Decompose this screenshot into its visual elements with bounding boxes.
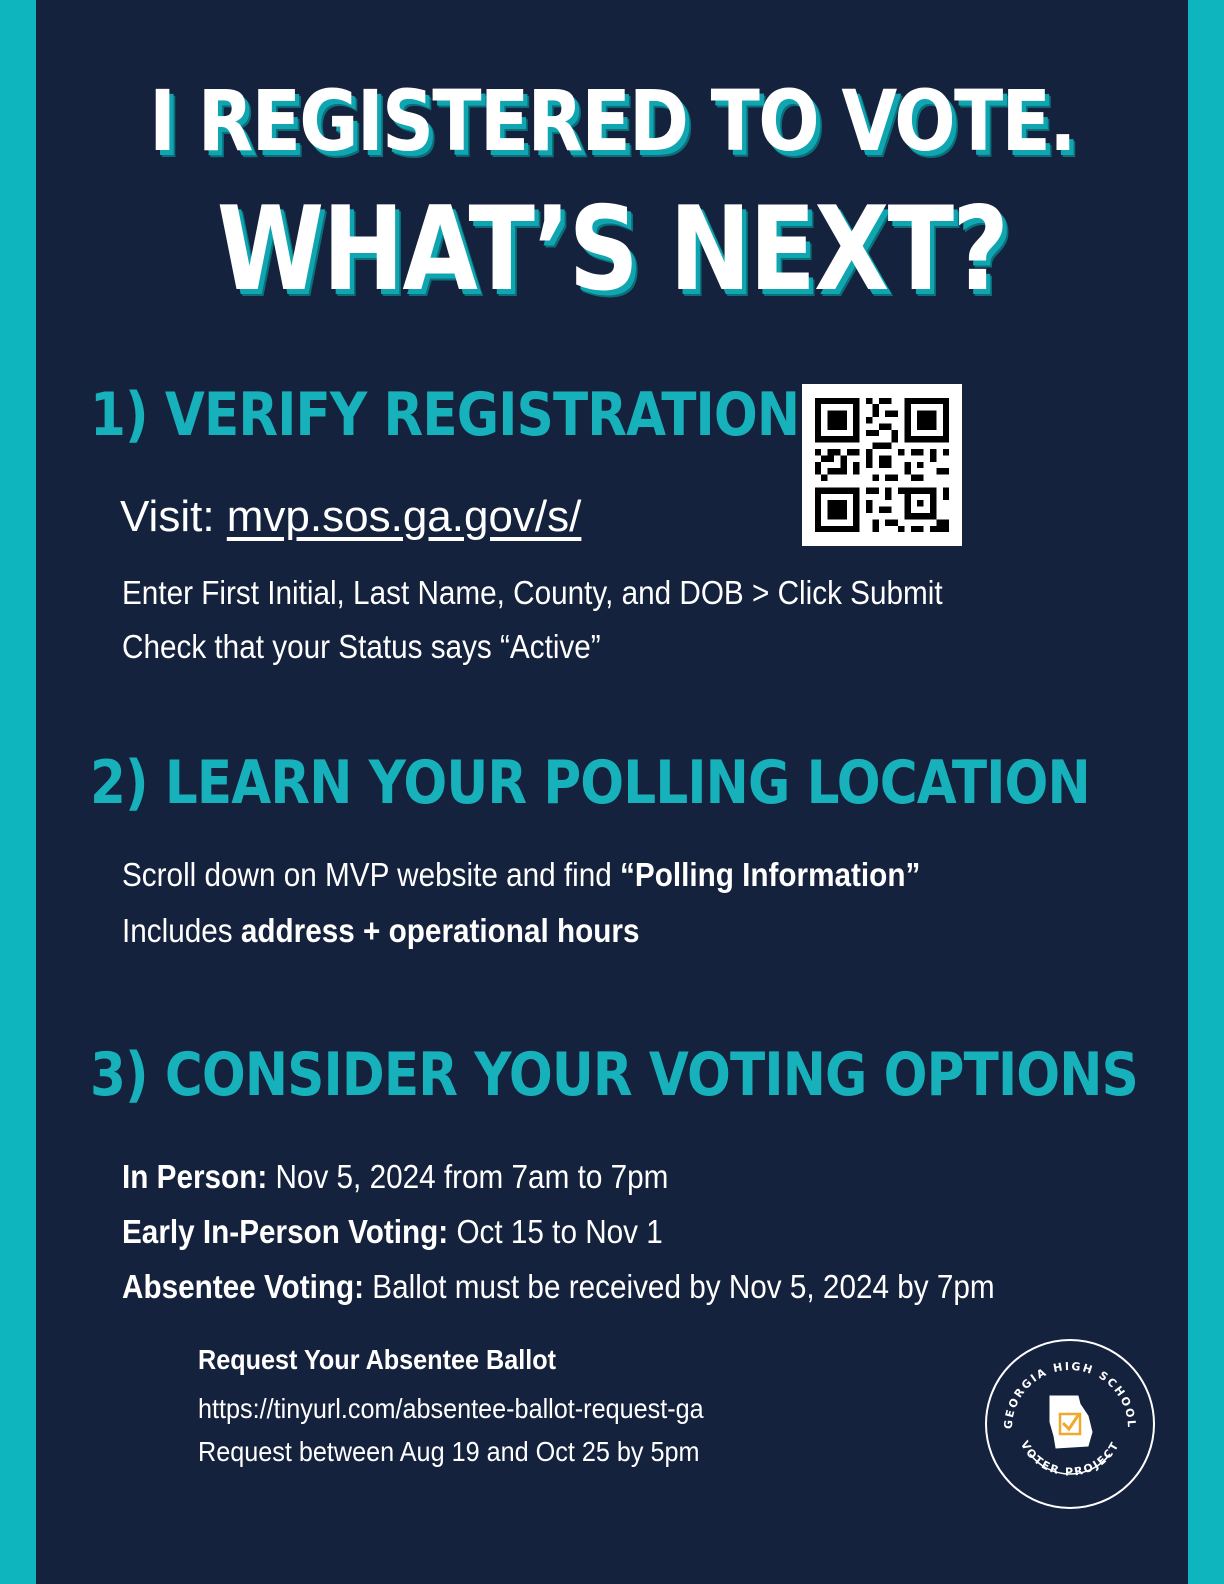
qr-code-icon xyxy=(802,384,962,546)
step2-line1-bold: “Polling Information” xyxy=(620,856,921,893)
option-label: Early In-Person Voting: xyxy=(122,1213,449,1250)
step2-instruction-2 xyxy=(122,912,639,950)
logo-top-text: GEORGIA HIGH SCHOOL xyxy=(1001,1359,1139,1430)
visit-label: Visit: xyxy=(120,492,227,541)
step2-line1-text: Scroll down on MVP website and find xyxy=(122,856,621,893)
logo-bottom-text: VOTER PROJECT xyxy=(1017,1438,1123,1479)
headline-line-2: WHAT’S NEXT? xyxy=(216,182,1008,317)
option-value: Nov 5, 2024 from 7am to 7pm xyxy=(267,1158,669,1195)
absentee-url[interactable]: https://tinyurl.com/absentee-ballot-request-ga xyxy=(198,1393,704,1424)
absentee-window: Request between Aug 19 and Oct 25 by 5pm xyxy=(198,1436,700,1467)
step3-title: 3) CONSIDER YOUR VOTING OPTIONS xyxy=(90,1040,1138,1110)
option-value: Oct 15 to Nov 1 xyxy=(448,1213,663,1250)
step2-title: 2) LEARN YOUR POLLING LOCATION xyxy=(90,748,1090,818)
option-in-person xyxy=(122,1158,668,1196)
step1-title: 1) VERIFY REGISTRATION xyxy=(90,380,800,450)
option-label: Absentee Voting: xyxy=(122,1268,365,1305)
step2-line2-text: Includes xyxy=(122,912,241,949)
option-label: In Person: xyxy=(122,1158,268,1195)
option-value: Ballot must be received by Nov 5, 2024 by 7pm xyxy=(364,1268,995,1305)
step1-instruction-2: Check that your Status says “Active” xyxy=(122,628,601,665)
voter-project-logo xyxy=(982,1336,1158,1512)
visit-line xyxy=(120,492,581,542)
absentee-heading: Request Your Absentee Ballot xyxy=(198,1344,557,1375)
mvp-link[interactable]: mvp.sos.ga.gov/s/ xyxy=(226,492,582,541)
headline-line-1: I REGISTERED TO VOTE. xyxy=(149,72,1075,170)
georgia-state-checkbox-icon xyxy=(1050,1396,1092,1448)
option-absentee xyxy=(122,1268,995,1306)
step2-line2-bold: address + operational hours xyxy=(240,912,640,949)
step2-instruction-1 xyxy=(122,856,920,894)
flyer-page xyxy=(36,0,1188,1584)
step1-instruction-1: Enter First Initial, Last Name, County, and DOB > Click Submit xyxy=(122,574,943,611)
option-early-voting xyxy=(122,1213,663,1251)
